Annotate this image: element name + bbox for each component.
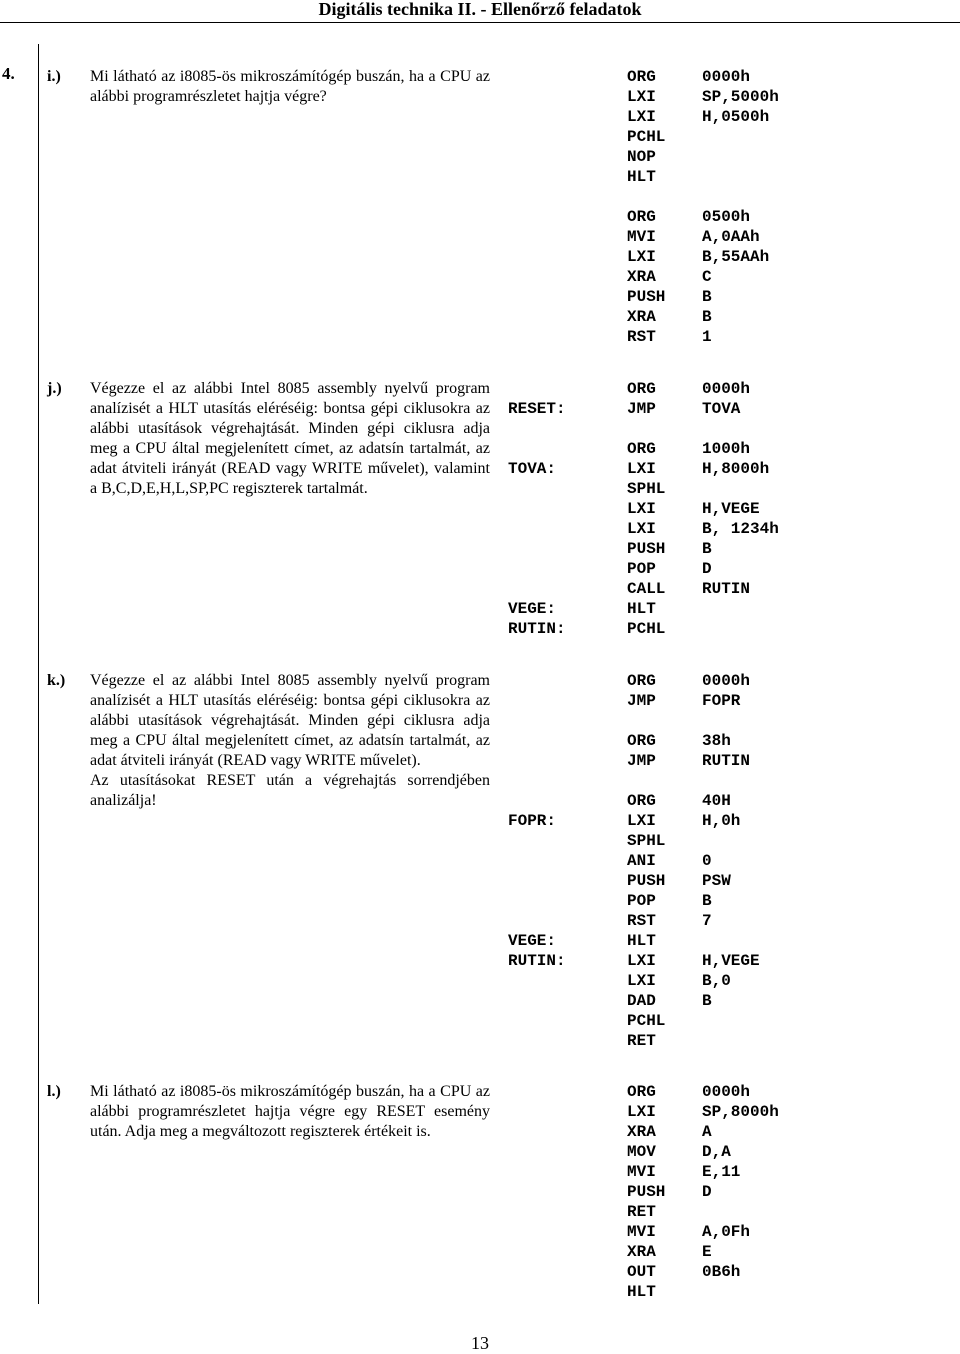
code-line [508, 147, 808, 167]
code-mnemonic: PCHL [627, 1012, 666, 1030]
code-line [508, 1282, 808, 1302]
code-label: RUTIN: [508, 620, 566, 638]
code-mnemonic: HLT [627, 932, 656, 950]
code-mnemonic: ANI [627, 852, 656, 870]
code-mnemonic: ORG [627, 380, 656, 398]
code-operand: D,A [702, 1143, 731, 1161]
code-line [508, 207, 808, 227]
code-operand: D [702, 560, 712, 578]
code-mnemonic: LXI [627, 248, 656, 266]
code-line [508, 991, 808, 1011]
code-line [508, 891, 808, 911]
code-operand: RUTIN [702, 580, 751, 598]
code-line [508, 711, 808, 731]
code-mnemonic: SPHL [627, 832, 666, 850]
code-operand: RUTIN [702, 752, 751, 770]
code-line [508, 599, 808, 619]
code-operand: TOVA [702, 400, 741, 418]
code-line [508, 379, 808, 399]
code-mnemonic: ORG [627, 1083, 656, 1101]
code-mnemonic: LXI [627, 1103, 656, 1121]
paragraph: Mi látható az i8085-ös mikroszámítógép buszán, ha a CPU az alábbi programrészletet hajtja végre? [90, 68, 490, 105]
code-mnemonic: LXI [627, 812, 656, 830]
code-line [508, 579, 808, 599]
section-label-l: l.) [47, 1083, 61, 1100]
code-line [508, 247, 808, 267]
code-line [508, 1242, 808, 1262]
code-line [508, 791, 808, 811]
code-block-i [508, 67, 808, 347]
code-operand: FOPR [702, 692, 741, 710]
code-operand: 40H [702, 792, 731, 810]
code-operand: 0000h [702, 1083, 751, 1101]
code-mnemonic: ORG [627, 672, 656, 690]
code-mnemonic: MVI [627, 1223, 656, 1241]
code-line [508, 287, 808, 307]
code-line [508, 267, 808, 287]
section-label-i: i.) [47, 68, 61, 85]
code-mnemonic: PCHL [627, 620, 666, 638]
code-line [508, 127, 808, 147]
code-line [508, 1202, 808, 1222]
code-mnemonic: PUSH [627, 540, 666, 558]
code-operand: E [702, 1243, 712, 1261]
code-line [508, 691, 808, 711]
code-mnemonic: DAD [627, 992, 656, 1010]
code-line [508, 831, 808, 851]
code-mnemonic: LXI [627, 972, 656, 990]
code-mnemonic: JMP [627, 692, 656, 710]
code-label: VEGE: [508, 932, 557, 950]
code-mnemonic: HLT [627, 1283, 656, 1301]
code-operand: D [702, 1183, 712, 1201]
code-line [508, 307, 808, 327]
task-number: 4. [2, 64, 15, 83]
code-mnemonic: PUSH [627, 288, 666, 306]
code-line [508, 107, 808, 127]
code-line [508, 1182, 808, 1202]
code-operand: 1 [702, 328, 712, 346]
code-operand: C [702, 268, 712, 286]
code-mnemonic: LXI [627, 952, 656, 970]
code-mnemonic: MVI [627, 228, 656, 246]
code-operand: B [702, 288, 712, 306]
code-mnemonic: HLT [627, 168, 656, 186]
code-operand: 0500h [702, 208, 751, 226]
code-line [508, 519, 808, 539]
code-operand: H,8000h [702, 460, 770, 478]
code-line [508, 771, 808, 791]
code-line [508, 459, 808, 479]
code-mnemonic: SPHL [627, 480, 666, 498]
code-operand: H,VEGE [702, 500, 760, 518]
code-mnemonic: ORG [627, 792, 656, 810]
code-label: VEGE: [508, 600, 557, 618]
code-operand: B,0 [702, 972, 731, 990]
code-line [508, 1262, 808, 1282]
page-header: Digitális technika II. - Ellenőrző feladatok [318, 0, 642, 19]
code-mnemonic: ORG [627, 732, 656, 750]
code-operand: A [702, 1123, 712, 1141]
code-operand: H,0h [702, 812, 741, 830]
code-line [508, 67, 808, 87]
code-line [508, 951, 808, 971]
section-label-j: j.) [47, 380, 62, 397]
code-line [508, 499, 808, 519]
code-operand: H,VEGE [702, 952, 760, 970]
code-operand: B, 1234h [702, 520, 779, 538]
code-line [508, 227, 808, 247]
section-text-l [90, 1082, 490, 1142]
code-line [508, 731, 808, 751]
code-line [508, 1222, 808, 1242]
code-mnemonic: XRA [627, 308, 656, 326]
code-mnemonic: LXI [627, 520, 656, 538]
code-mnemonic: XRA [627, 1243, 656, 1261]
code-line [508, 1102, 808, 1122]
code-operand: B,55AAh [702, 248, 770, 266]
code-operand: SP,8000h [702, 1103, 779, 1121]
code-line [508, 1031, 808, 1051]
code-line [508, 811, 808, 831]
code-operand: E,11 [702, 1163, 741, 1181]
section-text-i [90, 67, 490, 107]
code-mnemonic: LXI [627, 460, 656, 478]
code-line [508, 559, 808, 579]
code-mnemonic: CALL [627, 580, 666, 598]
code-line [508, 871, 808, 891]
code-operand: 7 [702, 912, 712, 930]
code-operand: 0000h [702, 380, 751, 398]
code-mnemonic: PCHL [627, 128, 666, 146]
code-mnemonic: PUSH [627, 1183, 666, 1201]
code-operand: 1000h [702, 440, 751, 458]
code-operand: 0 [702, 852, 712, 870]
code-mnemonic: RET [627, 1032, 656, 1050]
code-operand: A,0AAh [702, 228, 760, 246]
code-operand: B [702, 992, 712, 1010]
code-label: TOVA: [508, 460, 557, 478]
code-mnemonic: XRA [627, 268, 656, 286]
code-mnemonic: POP [627, 892, 656, 910]
code-mnemonic: POP [627, 560, 656, 578]
code-operand: H,0500h [702, 108, 770, 126]
code-mnemonic: LXI [627, 88, 656, 106]
code-label: RESET: [508, 400, 566, 418]
code-block-l [508, 1082, 808, 1302]
code-line [508, 1011, 808, 1031]
code-line [508, 671, 808, 691]
code-mnemonic: XRA [627, 1123, 656, 1141]
code-mnemonic: RET [627, 1203, 656, 1221]
page-number: 13 [471, 1333, 489, 1353]
paragraph: Az utasításokat RESET után a végrehajtás sorrendjében analizálja! [90, 772, 490, 809]
code-operand: B [702, 308, 712, 326]
paragraph: Végezze el az alábbi Intel 8085 assembly nyelvű program analízisét a HLT utasítás eléréséig: bontsa gépi ciklusokra az alábbi utasítások végrehajtását. Minden gépi ciklusra adja meg a CPU által megjelenített címet, az adatsín tartalmát, az adat átviteli irányát (READ vagy WRITE művelet), valamint a B,C,D,E,H,L,SP,PC regiszterek tartalmát. [90, 380, 490, 497]
code-mnemonic: HLT [627, 600, 656, 618]
code-operand: 0B6h [702, 1263, 741, 1281]
code-operand: A,0Fh [702, 1223, 751, 1241]
code-line [508, 1142, 808, 1162]
code-line [508, 419, 808, 439]
code-mnemonic: JMP [627, 752, 656, 770]
code-line [508, 539, 808, 559]
code-label: FOPR: [508, 812, 557, 830]
code-operand: 0000h [702, 672, 751, 690]
code-block-k [508, 671, 808, 1051]
code-line [508, 1122, 808, 1142]
code-line [508, 851, 808, 871]
margin-rule [38, 44, 39, 1304]
code-operand: PSW [702, 872, 731, 890]
code-line [508, 439, 808, 459]
paragraph: Mi látható az i8085-ös mikroszámítógép buszán, ha a CPU az alábbi programrészletet hajtja végre egy RESET esemény után. Adja meg a megváltozott regiszterek értékeit is. [90, 1083, 490, 1140]
code-label: RUTIN: [508, 952, 566, 970]
section-text-j [90, 379, 490, 499]
code-mnemonic: OUT [627, 1263, 656, 1281]
code-line [508, 619, 808, 639]
section-label-k: k.) [47, 672, 66, 689]
code-mnemonic: ORG [627, 208, 656, 226]
code-line [508, 931, 808, 951]
code-mnemonic: MVI [627, 1163, 656, 1181]
code-line [508, 751, 808, 771]
code-mnemonic: LXI [627, 108, 656, 126]
code-line [508, 1162, 808, 1182]
code-line [508, 1082, 808, 1102]
code-line [508, 187, 808, 207]
code-line [508, 479, 808, 499]
code-mnemonic: ORG [627, 440, 656, 458]
header-divider [0, 22, 960, 23]
code-mnemonic: MOV [627, 1143, 656, 1161]
code-operand: B [702, 540, 712, 558]
code-line [508, 399, 808, 419]
code-block-j [508, 379, 808, 639]
code-mnemonic: PUSH [627, 872, 666, 890]
code-mnemonic: NOP [627, 148, 656, 166]
code-mnemonic: RST [627, 328, 656, 346]
code-mnemonic: LXI [627, 500, 656, 518]
code-mnemonic: ORG [627, 68, 656, 86]
code-operand: B [702, 892, 712, 910]
paragraph: Végezze el az alábbi Intel 8085 assembly nyelvű program analízisét a HLT utasítás eléréséig: bontsa gépi ciklusokra az alábbi utasítások végrehajtását. Minden gépi ciklusra adja meg a CPU által megjelenített címet, az adatsín tartalmát, az adat átviteli irányát (READ vagy WRITE művelet). [90, 672, 490, 769]
code-line [508, 167, 808, 187]
code-operand: SP,5000h [702, 88, 779, 106]
code-mnemonic: RST [627, 912, 656, 930]
code-line [508, 87, 808, 107]
code-line [508, 971, 808, 991]
code-operand: 38h [702, 732, 731, 750]
code-line [508, 327, 808, 347]
code-mnemonic: JMP [627, 400, 656, 418]
code-operand: 0000h [702, 68, 751, 86]
section-text-k [90, 671, 490, 811]
code-line [508, 911, 808, 931]
